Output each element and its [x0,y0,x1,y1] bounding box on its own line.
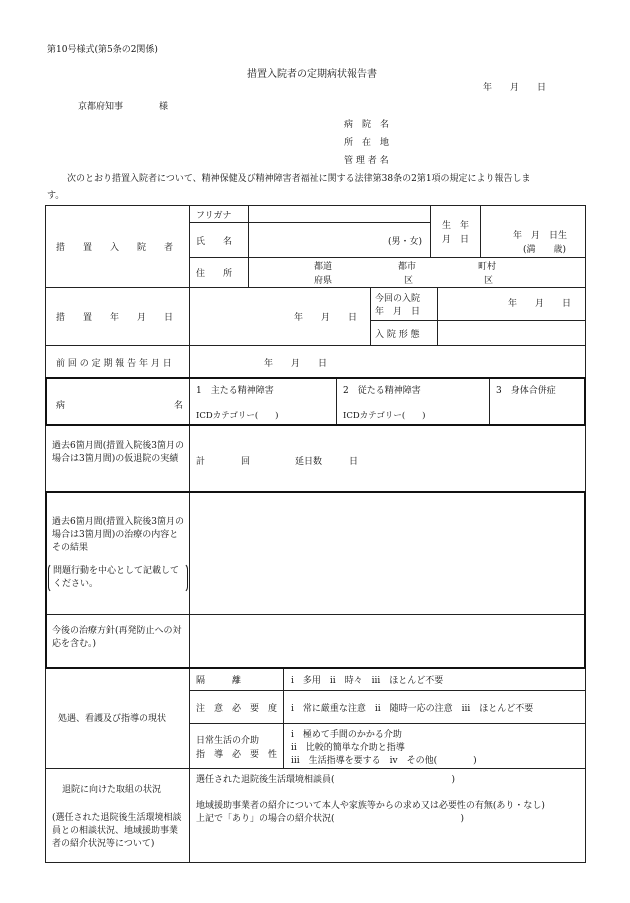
current-admission-label-2: 年 月 日 [375,307,421,317]
town-suffix-1: 町村 [478,262,497,272]
referral-status-field[interactable]: 上記で「あり」の場合の紹介状況( ) [196,814,465,824]
intro-text-1: 次のとおり措置入院者について、精神保健及び精神障害者福祉に関する法律第38条の2第1項の規定により報告しま [67,174,531,184]
trial-discharge-label: 過去6箇月間(措置入院後3箇月の場合は3箇月間)の仮退院の実績 [52,441,184,464]
disease-label-2: 名 [174,401,184,411]
hospital-name-label: 病 院 名 [344,120,390,130]
furigana-label: フリガナ [196,211,232,221]
pref-suffix-1: 都道 [314,262,333,272]
care-label: 処遇、看護及び指導の現状 [58,714,167,724]
admission-form-label: 入 院 形 態 [375,330,420,340]
icd-field-main[interactable]: ICDカテゴリー( ) [196,411,279,421]
prev-report-label: 前 回 の 定 期 報 告 年 月 日 [56,359,172,369]
birth-date-field[interactable]: 年 月 日生 [513,231,568,241]
current-admission-label-1: 今回の入院 [375,294,421,304]
trial-discharge-field[interactable]: 計 回 延日数 日 [196,457,359,467]
treatment-note: 問題行動を中心として記載してください。 [53,566,180,589]
policy-field[interactable] [191,616,583,667]
treatment-field[interactable] [191,493,583,612]
policy-label: 今後の治療方針(再発防止への対応を含む。) [52,626,182,649]
icd-field-sub[interactable]: ICDカテゴリー( ) [343,411,426,421]
hospital-manager-label: 管 理 者 名 [344,156,389,166]
patient-label: 措 置 入 院 者 [56,243,174,253]
disease-label-1: 病 [56,401,66,411]
address-label: 住 所 [196,269,233,279]
treatment-label: 過去6箇月間(措置入院後3箇月の場合は3箇月間)の治療の内容とその結果 [52,517,184,553]
birth-label-2: 月 日 [442,235,470,245]
referral-need-field[interactable]: 地域援助事業者の紹介について本人や家族等からの求め又は必要性の有無(あり・なし) [196,801,545,811]
addressee: 京都府知事 様 [78,102,169,112]
city-suffix-1: 都市 [398,262,417,272]
pref-suffix-2: 府県 [314,276,333,286]
form-title: 措置入院者の定期病状報告書 [247,69,377,80]
hospital-address-label: 所 在 地 [344,138,390,148]
sex-field[interactable]: (男・女) [388,237,423,247]
daily-care-label-2: 指 導 必 要 性 [196,750,278,760]
age-field[interactable]: (満 歳) [523,245,567,255]
date-line: 年 月 日 [483,83,547,93]
intro-text-2: す。 [47,191,65,201]
daily-care-label-1: 日常生活の介助 [196,736,260,746]
counselor-field[interactable]: 選任された退院後生活環境相談員( ) [196,775,456,785]
sub-disorder-label: 2 従たる精神障害 [343,386,421,396]
birth-label-1: 生 年 [442,221,470,231]
prev-report-date-field[interactable]: 年 月 日 [264,359,328,369]
name-label: 氏 名 [196,237,233,247]
city-suffix-2: 区 [404,276,414,286]
current-admission-date-field[interactable]: 年 月 日 [508,299,572,309]
daily-care-option-3[interactable]: iii 生活指導を要する iv その他( ) [291,756,477,766]
admission-date-field[interactable]: 年 月 日 [294,313,358,323]
form-number: 第10号様式(第5条の2関係) [47,45,158,55]
discharge-label: 退院に向けた取組の状況 [62,785,162,795]
daily-care-option-1[interactable]: i 極めて手間のかかる介助 [291,730,402,740]
town-suffix-2: 区 [484,276,494,286]
discharge-sub-label: (選任された退院後生活環境相談員との相談状況、地域援助事業者の紹介状況等について) [52,813,182,849]
main-disorder-label: 1 主たる精神障害 [196,386,274,396]
isolation-options[interactable]: i 多用 ii 時々 iii ほとんど不要 [291,676,444,686]
isolation-label: 隔 離 [196,676,242,686]
daily-care-option-2[interactable]: ii 比較的簡単な介助と指導 [291,743,405,753]
comorbidity-label: 3 身体合併症 [496,386,556,396]
attention-options[interactable]: i 常に厳重な注意 ii 随時一応の注意 iii ほとんど不要 [291,704,534,714]
attention-label: 注 意 必 要 度 [196,704,278,714]
admission-label: 措 置 年 月 日 [56,313,174,323]
